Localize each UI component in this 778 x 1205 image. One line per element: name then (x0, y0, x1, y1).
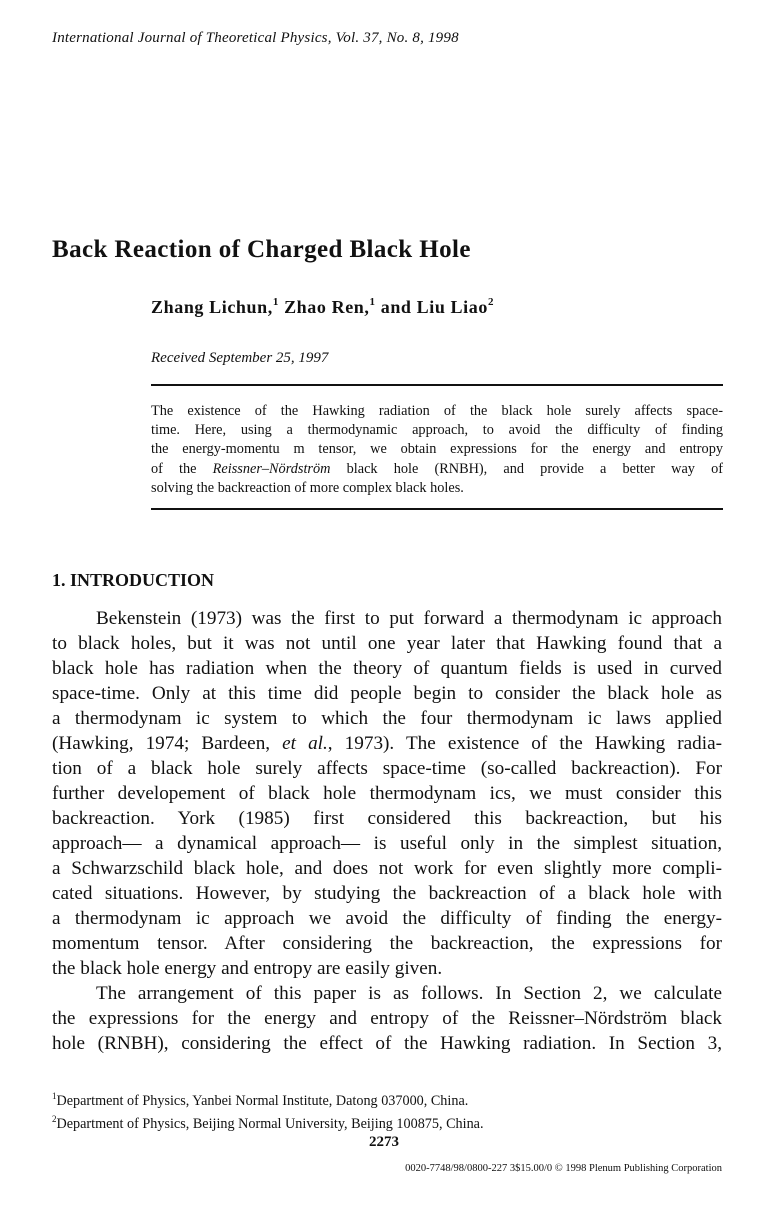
section-body (52, 606, 722, 1056)
body-line: the black hole energy and entropy are easily given. (52, 958, 443, 979)
body-line: to black holes, but it was not until one year later that Hawking found that a (52, 633, 722, 654)
abstract-line (151, 460, 723, 479)
body-line: a thermodynam ic system to which the four thermodynam ic laws applied (52, 708, 722, 729)
body-line: Bekenstein (1973) was the first to put forward a thermodynam ic approach (96, 608, 722, 629)
body-line: black hole has radiation when the theory of quantum fields is used in curved (52, 658, 722, 679)
abstract-line: the energy-momentu m tensor, we obtain expressions for the energy and entropy (151, 441, 723, 458)
footnote-text: Department of Physics, Beijing Normal University, Beijing 100875, China. (56, 1115, 484, 1132)
abstract-italic-text: Reissner–Nördström (212, 460, 331, 477)
footnote-mark: 2 (52, 1113, 57, 1124)
body-line: the expressions for the energy and entropy of the Reissner–Nördström black (52, 1008, 722, 1029)
abstract-line: solving the backreaction of more complex black holes. (151, 479, 464, 496)
article-title: Back Reaction of Charged Black Hole (52, 236, 471, 263)
abstract-text: of the (151, 460, 213, 477)
body-line: backreaction. York (1985) first considered this backreaction, but his (52, 808, 722, 829)
abstract-top-rule (151, 384, 723, 386)
author-name: Zhang Lichun, (151, 297, 273, 317)
body-line: further developement of black hole thermodynam ics, we must consider this (52, 783, 722, 804)
author-list (151, 296, 494, 318)
affiliation-mark: 1 (369, 296, 376, 308)
abstract-text: black hole (RNBH), and provide a better way of (330, 460, 723, 477)
body-text: , 1973). The existence of the Hawking radia- (327, 733, 722, 754)
body-line: a thermodynam ic approach we avoid the difficulty of finding the energy- (52, 908, 722, 929)
body-line: space-time. Only at this time did people begin to consider the black hole as (52, 683, 722, 704)
body-line (52, 731, 722, 756)
body-line: momentum tensor. After considering the backreaction, the expressions for (52, 933, 722, 954)
body-line: cated situations. However, by studying the backreaction of a black hole with (52, 883, 722, 904)
affiliation-mark: 2 (487, 296, 495, 308)
copyright-line: 0020-7748/98/0800-227 3$15.00/0 © 1998 Plenum Publishing Corporation (405, 1163, 722, 1174)
abstract-bottom-rule (151, 508, 723, 510)
body-line: The arrangement of this paper is as follows. In Section 2, we calculate (96, 983, 722, 1004)
affiliation-mark: 1 (272, 296, 279, 308)
author-name: Zhao Ren, (284, 297, 370, 317)
footnote (52, 1088, 722, 1111)
section-heading: 1. INTRODUCTION (52, 570, 215, 590)
abstract (151, 402, 723, 498)
abstract-line: The existence of the Hawking radiation of the black hole surely affects space- (151, 403, 723, 419)
page-number: 2273 (369, 1134, 399, 1150)
journal-header: International Journal of Theoretical Physics, Vol. 37, No. 8, 1998 (52, 30, 459, 46)
body-line: tion of a black hole surely affects space-time (so-called backreaction). For (52, 758, 722, 779)
body-text: (Hawking, 1974; Bardeen, (52, 733, 283, 754)
footnote (52, 1111, 722, 1134)
body-line: a Schwarzschild black hole, and does not work for even slightly more compli- (52, 858, 722, 879)
body-line: hole (RNBH), considering the effect of the Hawking radiation. In Section 3, (52, 1033, 722, 1054)
footnote-mark: 1 (52, 1091, 57, 1101)
received-date: Received September 25, 1997 (151, 350, 329, 366)
abstract-line: time. Here, using a thermodynamic approach, to avoid the difficulty of finding (151, 422, 723, 439)
body-italic-text: et al. (282, 733, 328, 754)
footnotes (52, 1088, 722, 1133)
author-name: and Liu Liao (380, 297, 488, 317)
body-line: approach— a dynamical approach— is useful only in the simplest situation, (52, 833, 722, 854)
footnote-text: Department of Physics, Yanbei Normal Institute, Datong 037000, China. (56, 1093, 469, 1109)
